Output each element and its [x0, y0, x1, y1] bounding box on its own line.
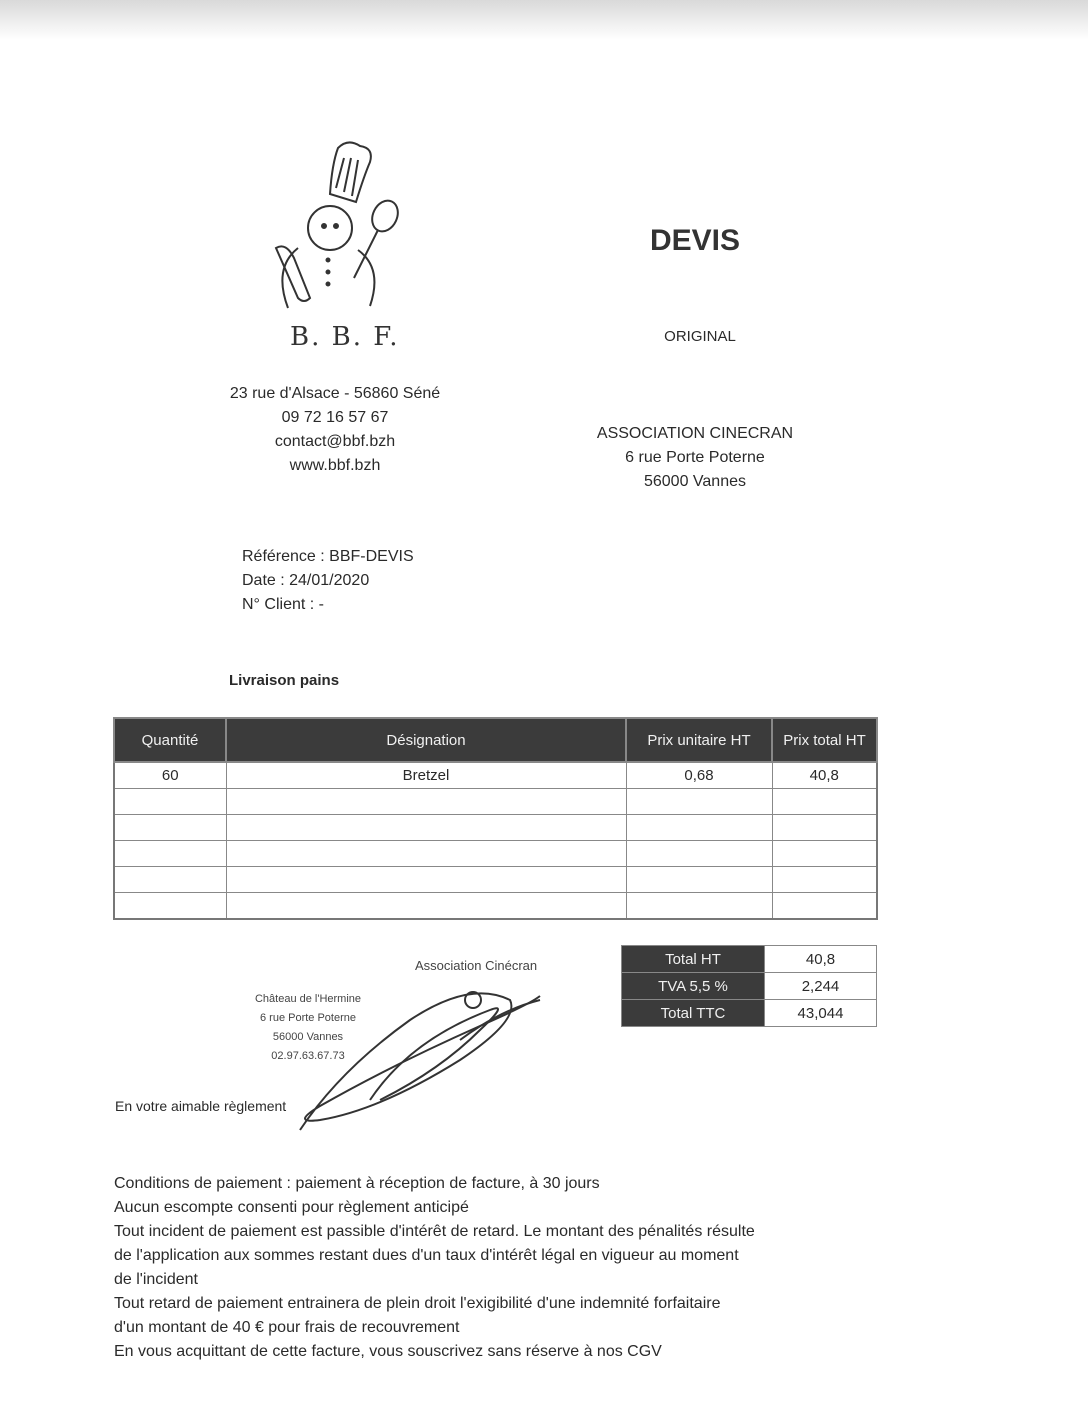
client-street: 6 rue Porte Poterne: [625, 449, 765, 466]
client-name: ASSOCIATION CINECRAN: [596, 425, 794, 442]
total-ttc-value: 43,044: [765, 1000, 877, 1027]
cell-designation: [226, 867, 626, 893]
cell-total-price: [772, 841, 877, 867]
client-number: N° Client : -: [242, 596, 324, 613]
cell-total-price: [772, 893, 877, 920]
cell-unit-price: [626, 841, 772, 867]
table-row: [114, 867, 877, 893]
total-ttc-row: [622, 1000, 877, 1027]
stamp-line: 6 rue Porte Poterne: [259, 1012, 356, 1024]
total-ht-value: 40,8: [765, 946, 877, 973]
document-references: [242, 545, 414, 617]
handwritten-signature: [280, 980, 610, 1140]
cell-total-price: [772, 867, 877, 893]
cell-designation: [226, 893, 626, 920]
tva-value: 2,244: [765, 973, 877, 1000]
cell-quantity: [114, 841, 226, 867]
cell-designation: Bretzel: [226, 762, 626, 789]
stamp-line: 56000 Vannes: [272, 1031, 344, 1043]
cell-unit-price: [626, 867, 772, 893]
client-city: 56000 Vannes: [643, 473, 746, 490]
reference: Référence : BBF-DEVIS: [242, 548, 414, 565]
total-ht-row: [622, 946, 877, 973]
table-row: [114, 762, 877, 789]
sender-email: contact@bbf.bzh: [274, 433, 396, 450]
items-table: [113, 717, 878, 920]
company-logo-text: B. B. F.: [290, 322, 400, 352]
payment-request: En votre aimable règlement: [115, 1098, 287, 1114]
cell-quantity: [114, 789, 226, 815]
cell-quantity: [114, 867, 226, 893]
cell-unit-price: 0,68: [626, 762, 772, 789]
cell-unit-price: [626, 815, 772, 841]
date: Date : 24/01/2020: [242, 572, 370, 589]
cell-designation: [226, 789, 626, 815]
cell-total-price: [772, 815, 877, 841]
scan-edge-shadow: [0, 0, 1088, 40]
sender-website: www.bbf.bzh: [289, 457, 381, 474]
client-info: [560, 422, 830, 494]
header-quantity: Quantité: [114, 718, 226, 762]
header-unit-price: Prix unitaire HT: [626, 718, 772, 762]
cell-unit-price: [626, 789, 772, 815]
stamp-line: 02.97.63.67.73: [271, 1050, 345, 1062]
condition-line: Conditions de paiement : paiement à réception de facture, à 30 jours: [114, 1175, 600, 1192]
table-row: [114, 893, 877, 920]
payment-conditions: [114, 1172, 755, 1364]
table-row: [114, 841, 877, 867]
condition-line: d'un montant de 40 € pour frais de recouvrement: [114, 1319, 460, 1336]
copy-label: ORIGINAL: [664, 328, 736, 345]
stamp-line: Château de l'Hermine: [254, 993, 362, 1005]
condition-line: Tout incident de paiement est passible d'intérêt de retard. Le montant des pénalités résulte: [114, 1223, 755, 1240]
cell-quantity: 60: [114, 762, 226, 789]
header-total-price: Prix total HT: [772, 718, 877, 762]
cell-designation: [226, 841, 626, 867]
cell-designation: [226, 815, 626, 841]
cell-quantity: [114, 815, 226, 841]
sender-address: 23 rue d'Alsace - 56860 Séné: [229, 385, 441, 402]
condition-line: Aucun escompte consenti pour règlement anticipé: [114, 1199, 469, 1216]
sender-phone: 09 72 16 57 67: [281, 409, 389, 426]
header-designation: Désignation: [226, 718, 626, 762]
cell-total-price: 40,8: [772, 762, 877, 789]
totals-table: [621, 945, 877, 1027]
cell-quantity: [114, 893, 226, 920]
condition-line: de l'application aux sommes restant dues d'un taux d'intérêt légal en vigueur au moment: [114, 1247, 739, 1264]
tva-label: TVA 5,5 %: [622, 973, 765, 1000]
tva-row: [622, 973, 877, 1000]
condition-line: de l'incident: [114, 1271, 198, 1288]
document-title: DEVIS: [649, 224, 741, 257]
condition-line: En vous acquittant de cette facture, vous souscrivez sans réserve à nos CGV: [114, 1343, 662, 1360]
table-header-row: [114, 718, 877, 762]
condition-line: Tout retard de paiement entrainera de plein droit l'exigibilité d'une indemnité forfaitaire: [114, 1295, 721, 1312]
cell-total-price: [772, 789, 877, 815]
stamp-organization: Association Cinécran: [415, 958, 538, 973]
total-ht-label: Total HT: [622, 946, 765, 973]
table-row: [114, 789, 877, 815]
section-title: Livraison pains: [229, 672, 340, 689]
baker-chef-logo: [258, 138, 418, 318]
cell-unit-price: [626, 893, 772, 920]
total-ttc-label: Total TTC: [622, 1000, 765, 1027]
sender-info: [190, 382, 480, 478]
table-row: [114, 815, 877, 841]
